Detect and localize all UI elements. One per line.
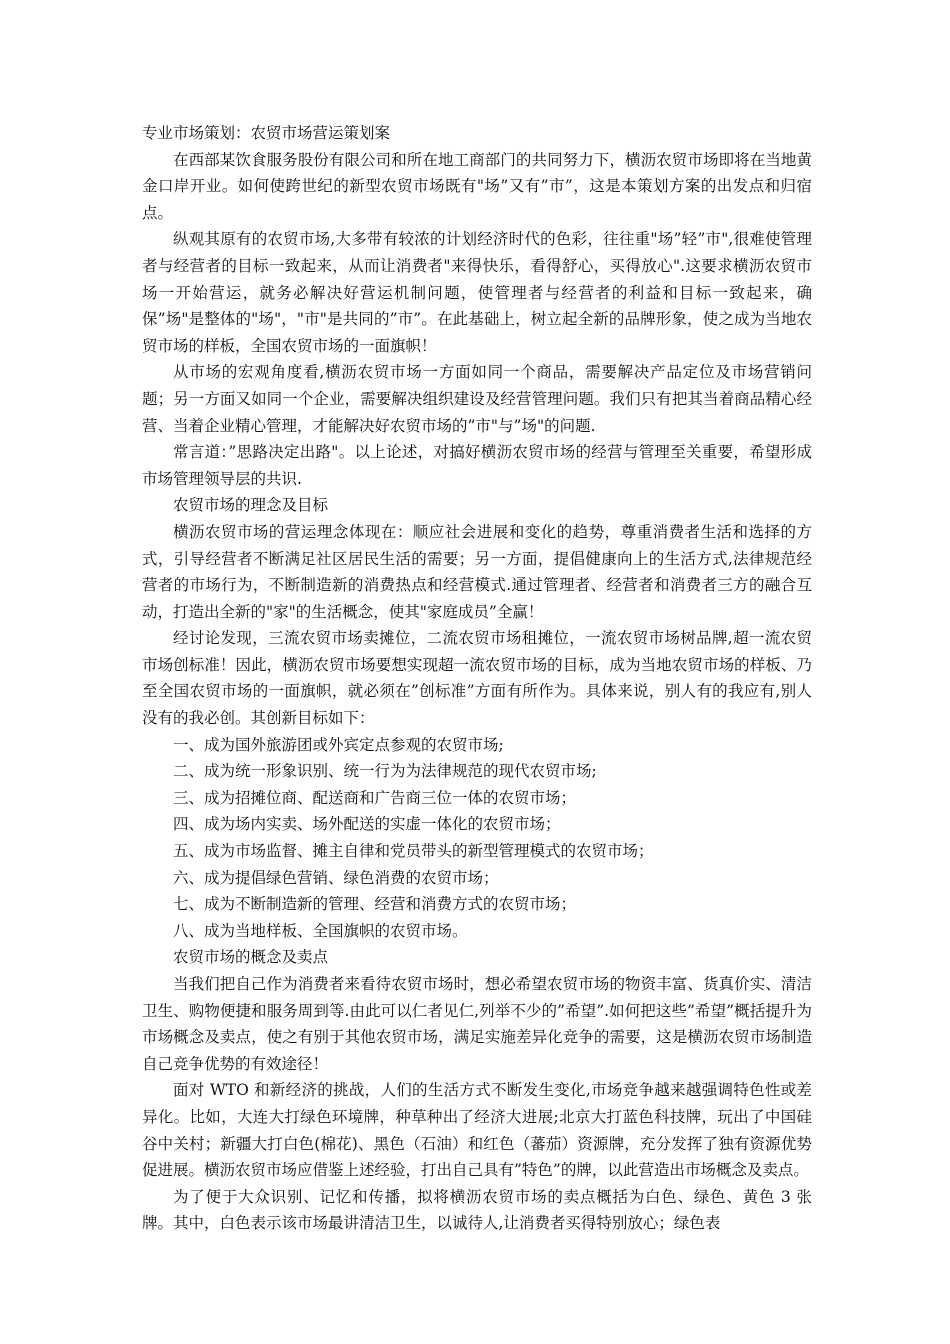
list-item: 一、成为国外旅游团或外宾定点参观的农贸市场; bbox=[173, 735, 504, 754]
paragraph: 经讨论发现，三流农贸市场卖摊位，二流农贸市场租摊位，一流农贸市场树品牌,超一流农贸市场创标准！因此，横沥农贸市场要想实现超一流农贸市场的目标，成为当地农贸市场的样板、乃至全国农贸市场的一面旗帜，就必须在”创标准”方面有所作为。具体来说，别人有的我应有,别人没有的我必创。其创新目标如下： bbox=[142, 629, 812, 728]
list-item: 八、成为当地样板、全国旗帜的农贸市场。 bbox=[173, 921, 468, 940]
paragraph: 横沥农贸市场的营运理念体现在：顺应社会进展和变化的趋势，尊重消费者生活和选择的方式，引导经营者不断满足社区居民生活的需要；另一方面，提倡健康向上的生活方式,法律规范经营者的市场行为，不断制造新的消费热点和经营模式.通过管理者、经营者和消费者三方的融合互动，打造出全新的"家"的生活概念，使其"家庭成员”全赢！ bbox=[142, 522, 812, 621]
paragraph: 从市场的宏观角度看,横沥农贸市场一方面如同一个商品，需要解决产品定位及市场营销问题；另一方面又如同一个企业，需要解决组织建设及经营管理问题。我们只有把其当着商品精心经营、当着企业精心管理，才能解决好农贸市场的”市"与”场"的问题. bbox=[142, 363, 812, 435]
paragraph: 为了便于大众识别、记忆和传播，拟将横沥农贸市场的卖点概括为白色、绿色、黄色 3 张牌。其中，白色表示该市场最讲清洁卫生，以诚待人,让消费者买得特别放心；绿色表 bbox=[142, 1187, 812, 1233]
document-body bbox=[142, 120, 812, 1237]
paragraph: 面对 WTO 和新经济的挑战，人们的生活方式不断发生变化,市场竞争越来越强调特色性或差异化。比如，大连大打绿色环境牌，种草种出了经济大进展;北京大打蓝色科技牌，玩出了中国硅谷中关村；新疆大打白色(棉花)、黑色（石油）和红色（蕃茄）资源牌，充分发挥了独有资源优势促进展。横沥农贸市场应借鉴上述经验，打出自己具有”特色”的牌，以此营造出市场概念及卖点。 bbox=[142, 1081, 812, 1180]
paragraph: 当我们把自己作为消费者来看待农贸市场时，想必希望农贸市场的物资丰富、货真价实、清洁卫生、购物便捷和服务周到等.由此可以仁者见仁,列举不少的”希望”.如何把这些”希望”概括提升为市场概念及卖点，使之有别于其他农贸市场，满足实施差异化竞争的需要，这是横沥农贸市场制造自己竞争优势的有效途径！ bbox=[142, 975, 812, 1073]
list-item: 二、成为统一形象识别、统一行为为法律规范的现代农贸市场; bbox=[173, 762, 597, 781]
list-item: 四、成为场内实卖、场外配送的实虚一体化的农贸市场； bbox=[173, 815, 561, 834]
paragraph: 在西部某饮食服务股份有限公司和所在地工商部门的共同努力下，横沥农贸市场即将在当地黄金口岸开业。如何使跨世纪的新型农贸市场既有"场”又有”市”，这是本策划方案的出发点和归宿点。 bbox=[142, 150, 812, 222]
list-item: 五、成为市场监督、摊主自律和党员带头的新型管理模式的农贸市场； bbox=[173, 842, 654, 861]
paragraph: 纵观其原有的农贸市场,大多带有较浓的计划经济时代的色彩，往往重"场”轻”市",很难使管理者与经营者的目标一致起来，从而让消费者"来得快乐，看得舒心，买得放心".这要求横沥农贸市场一开始营运，就务必解决好营运机制问题，使管理者与经营者的利益和目标一致起来，确保”场"是整体的"场"，"市"是共同的”市”。在此基础上，树立起全新的品牌形象，使之成为当地农贸市场的样板，全国农贸市场的一面旗帜！ bbox=[142, 230, 812, 355]
document-title: 专业市场策划：农贸市场营运策划案 bbox=[142, 124, 391, 142]
list-item: 六、成为提倡绿色营销、绿色消费的农贸市场； bbox=[173, 868, 499, 887]
section-heading: 农贸市场的概念及卖点 bbox=[173, 948, 329, 967]
section-heading: 农贸市场的理念及目标 bbox=[173, 496, 329, 515]
list-item: 七、成为不断制造新的管理、经营和消费方式的农贸市场； bbox=[173, 895, 577, 914]
paragraph: 常言道：”思路决定出路"。以上论述，对搞好横沥农贸市场的经营与管理至关重要，希望形成市场管理领导层的共识. bbox=[142, 443, 812, 488]
list-item: 三、成为招摊位商、配送商和广告商三位一体的农贸市场； bbox=[173, 788, 577, 807]
